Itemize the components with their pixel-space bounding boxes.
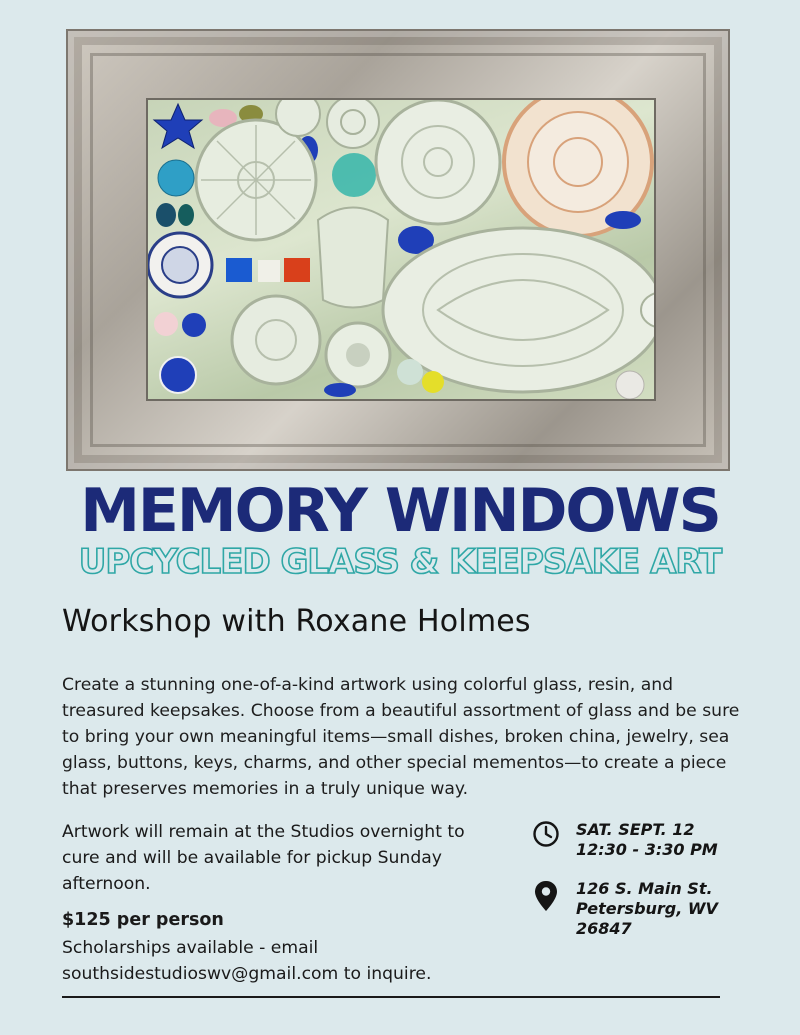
map-pin-icon	[532, 879, 560, 907]
workshop-heading: Workshop with Roxane Holmes	[62, 604, 531, 639]
page-title: MEMORY WINDOWS	[80, 476, 720, 546]
workshop-description: Create a stunning one-of-a-kind artwork using colorful glass, resin, and treasured keepsakes. Choose from a beautiful assortment of glass and be sure to bring your own meaningful items—small dishes, broken china, jewelry, sea glass, buttons, keys, charms, and other special mementos—to create a piece that preserves memories in a truly unique way.	[62, 675, 740, 799]
glass-mosaic-illustration	[148, 100, 654, 399]
page-subtitle: UPCYCLED GLASS & KEEPSAKE ART	[78, 542, 722, 582]
price: $125 per person	[62, 910, 224, 930]
address-line-3: 26847	[576, 919, 632, 938]
scholarship-note: Scholarships available - email southsidestudioswv@gmail.com to inquire.	[62, 938, 432, 984]
schedule-text	[576, 820, 718, 860]
address-line-1: 126 S. Main St.	[576, 879, 713, 898]
framed-glass-artwork	[66, 29, 730, 471]
pickup-note: Artwork will remain at the Studios overnight to cure and will be available for pickup Sunday afternoon.	[62, 822, 465, 894]
schedule-block	[532, 820, 718, 860]
location-text	[576, 879, 718, 939]
event-time: 12:30 - 3:30 PM	[576, 840, 718, 859]
clock-icon	[532, 820, 560, 848]
location-block	[532, 879, 718, 939]
address-line-2: Petersburg, WV	[576, 899, 718, 918]
bottom-divider	[62, 996, 720, 998]
event-date: SAT. SEPT. 12	[576, 820, 695, 839]
glass-mosaic	[146, 98, 656, 401]
